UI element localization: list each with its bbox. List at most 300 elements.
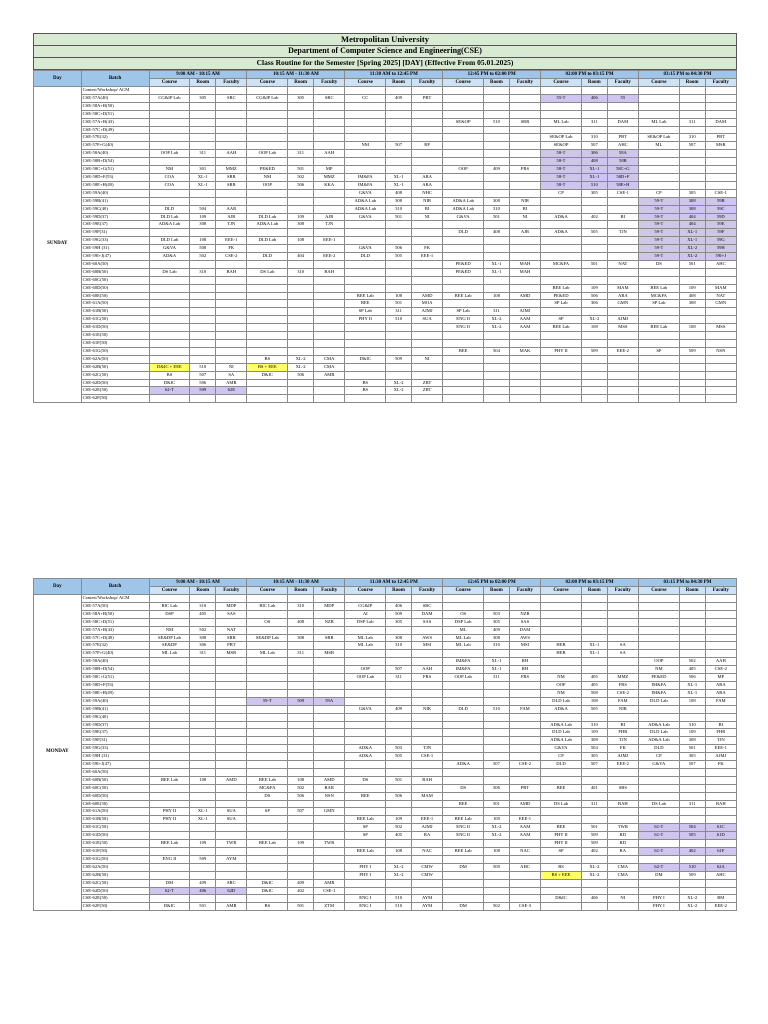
faculty-cell [705, 602, 736, 610]
room-cell [679, 340, 705, 348]
faculty-cell: DAM [411, 610, 442, 618]
room-cell: 108 [679, 697, 705, 705]
batch-cell: CSE-62C(50) [81, 371, 149, 379]
room-cell: 310 [484, 642, 510, 650]
faculty-cell [705, 371, 736, 379]
batch-cell: CSE-59B(41) [81, 197, 149, 205]
room-cell: XL-1 [484, 666, 510, 674]
room-cell [679, 355, 705, 363]
course-cell: G&VA [345, 705, 386, 713]
course-cell [345, 689, 386, 697]
faculty-cell [411, 158, 442, 166]
room-cell [679, 768, 705, 776]
room-cell [190, 761, 216, 769]
course-cell [247, 340, 288, 348]
faculty-cell [705, 110, 736, 118]
batch-cell: CSE-59F(31) [81, 737, 149, 745]
course-cell [443, 284, 484, 292]
faculty-cell [314, 666, 345, 674]
faculty-cell: AAM [509, 832, 540, 840]
room-cell [190, 705, 216, 713]
faculty-cell: SRC [314, 94, 345, 102]
faculty-cell: RAR [314, 784, 345, 792]
room-cell [288, 347, 314, 355]
faculty-cell [607, 253, 638, 261]
faculty-cell [314, 142, 345, 150]
room-cell: 108 [288, 237, 314, 245]
course-cell: BEE Lab [247, 776, 288, 784]
faculty-cell [314, 595, 345, 603]
faculty-cell [509, 87, 540, 95]
faculty-cell [607, 855, 638, 863]
course-cell: 59-T [638, 197, 679, 205]
room-cell: 501 [386, 213, 412, 221]
batch-cell: CSE-62E(50) [81, 895, 149, 903]
room-cell [484, 142, 510, 150]
course-cell [638, 268, 679, 276]
room-cell [386, 229, 412, 237]
table-row [34, 729, 737, 737]
course-cell [247, 848, 288, 856]
faculty-cell [411, 626, 442, 634]
course-cell: AD&A Lab [443, 197, 484, 205]
course-cell: DM [638, 871, 679, 879]
faculty-cell: AJMJ [411, 308, 442, 316]
table-row [34, 832, 737, 840]
course-cell: IM&FA [638, 681, 679, 689]
room-cell [679, 840, 705, 848]
room-cell [386, 87, 412, 95]
faculty-cell: 55 [607, 94, 638, 102]
faculty-cell [216, 674, 247, 682]
room-cell [484, 94, 510, 102]
room-cell: 507 [386, 666, 412, 674]
course-cell [443, 840, 484, 848]
room-cell [190, 142, 216, 150]
room-cell: 502 [288, 173, 314, 181]
room-cell [386, 729, 412, 737]
room-cell: 305 [581, 189, 607, 197]
faculty-cell [705, 595, 736, 603]
course-cell [247, 681, 288, 689]
faculty-cell [509, 721, 540, 729]
course-cell: BEE Lab [541, 324, 582, 332]
faculty-cell: SAS [509, 618, 540, 626]
room-cell [386, 713, 412, 721]
room-cell [288, 229, 314, 237]
faculty-cell: MSS [607, 324, 638, 332]
col-course: Course [541, 79, 582, 87]
table-row [34, 713, 737, 721]
faculty-cell: TWR [216, 840, 247, 848]
course-cell: AD&A [149, 253, 190, 261]
time-slot-header: 11:30 AM to 12:45 PM [345, 71, 443, 79]
faculty-cell [411, 347, 442, 355]
faculty-cell [314, 245, 345, 253]
room-cell [679, 642, 705, 650]
faculty-cell [607, 245, 638, 253]
course-cell [345, 721, 386, 729]
faculty-cell: RP [411, 142, 442, 150]
faculty-cell [411, 126, 442, 134]
faculty-cell [314, 871, 345, 879]
room-cell: XL-2 [484, 316, 510, 324]
faculty-cell [314, 674, 345, 682]
course-cell [247, 126, 288, 134]
room-cell [190, 118, 216, 126]
batch-cell: CSE-62C(50) [81, 879, 149, 887]
faculty-cell [314, 729, 345, 737]
room-cell: 311 [288, 650, 314, 658]
course-cell: BS [541, 863, 582, 871]
room-cell [386, 347, 412, 355]
faculty-cell [607, 332, 638, 340]
time-slot-header: 12:45 PM to 02:00 PM [443, 579, 541, 587]
room-cell [484, 363, 510, 371]
course-cell: DLD Lab [149, 213, 190, 221]
course-cell: 59-T [247, 697, 288, 705]
course-cell [149, 87, 190, 95]
course-cell [443, 387, 484, 395]
table-row [34, 245, 737, 253]
course-cell: BEE Lab [149, 776, 190, 784]
room-cell [190, 737, 216, 745]
faculty-cell [607, 197, 638, 205]
course-cell [638, 126, 679, 134]
faculty-cell: ARA [705, 681, 736, 689]
faculty-cell [509, 94, 540, 102]
batch-cell: CSE-59E(37) [81, 729, 149, 737]
faculty-cell [411, 166, 442, 174]
faculty-cell [607, 610, 638, 618]
routine-header [33, 33, 737, 70]
routine-page-1 [33, 33, 737, 403]
faculty-cell: BAH [216, 268, 247, 276]
room-cell [484, 768, 510, 776]
faculty-cell [216, 142, 247, 150]
room-cell: XL-1 [484, 260, 510, 268]
course-cell: ML Lab [443, 634, 484, 642]
faculty-cell [314, 737, 345, 745]
room-cell: 108 [288, 776, 314, 784]
course-cell [345, 697, 386, 705]
time-slot-header: 02:00 PM to 03:15 PM [541, 71, 639, 79]
faculty-cell [411, 229, 442, 237]
table-row [34, 395, 737, 403]
room-cell [190, 276, 216, 284]
room-cell: 506 [386, 245, 412, 253]
course-cell: ENG II [149, 855, 190, 863]
room-cell: 408 [679, 292, 705, 300]
room-cell [484, 689, 510, 697]
course-cell [638, 150, 679, 158]
room-cell [288, 308, 314, 316]
faculty-cell [509, 395, 540, 403]
faculty-cell [607, 268, 638, 276]
batch-cell: CSE-61F(50) [81, 340, 149, 348]
course-cell [638, 332, 679, 340]
faculty-cell: ARA [705, 689, 736, 697]
course-cell [541, 340, 582, 348]
faculty-cell: NAT [216, 626, 247, 634]
course-cell [247, 347, 288, 355]
faculty-cell [411, 855, 442, 863]
faculty-cell: AMD [509, 292, 540, 300]
course-cell: 62-T [149, 887, 190, 895]
faculty-cell [216, 705, 247, 713]
faculty-cell [509, 745, 540, 753]
course-cell: D&IC [247, 879, 288, 887]
faculty-cell [607, 713, 638, 721]
course-cell: NM [638, 666, 679, 674]
course-cell: BEE Lab [541, 284, 582, 292]
faculty-cell: TJN [705, 737, 736, 745]
faculty-cell [705, 126, 736, 134]
course-cell [541, 776, 582, 784]
room-cell [288, 832, 314, 840]
room-cell [386, 150, 412, 158]
room-cell: 311 [581, 800, 607, 808]
batch-cell: CSE-61B(50) [81, 308, 149, 316]
faculty-cell [314, 347, 345, 355]
batch-cell: CSE-60A(50) [81, 768, 149, 776]
table-row [34, 213, 737, 221]
room-cell: 501 [679, 745, 705, 753]
faculty-cell: GMN [314, 808, 345, 816]
room-cell [288, 800, 314, 808]
faculty-cell: AMR [216, 379, 247, 387]
course-cell: PE&ED [541, 292, 582, 300]
course-cell: AD&A Lab [345, 205, 386, 213]
course-cell [247, 595, 288, 603]
room-cell: 509 [386, 610, 412, 618]
course-cell: SP [638, 347, 679, 355]
room-cell: 509 [679, 347, 705, 355]
room-cell [190, 300, 216, 308]
room-cell: 311 [386, 674, 412, 682]
course-cell [443, 871, 484, 879]
course-cell: BEE Lab [345, 292, 386, 300]
room-cell: 405 [386, 832, 412, 840]
course-cell [345, 363, 386, 371]
faculty-cell: AHC [705, 260, 736, 268]
time-slot-header: 03:15 PM to 04:30 PM [638, 579, 736, 587]
room-cell [288, 197, 314, 205]
room-cell [386, 102, 412, 110]
course-cell [443, 602, 484, 610]
faculty-cell: CSE-2 [509, 761, 540, 769]
course-cell: D&IC [247, 371, 288, 379]
room-cell [581, 658, 607, 666]
room-cell [679, 713, 705, 721]
faculty-cell: MAM [411, 792, 442, 800]
faculty-cell: BI [607, 721, 638, 729]
course-cell [638, 158, 679, 166]
col-course: Course [247, 587, 288, 595]
faculty-cell [216, 713, 247, 721]
room-cell [288, 300, 314, 308]
table-row [34, 260, 737, 268]
room-cell [679, 776, 705, 784]
course-cell [443, 395, 484, 403]
batch-cell: CSE-58E+H(49) [81, 181, 149, 189]
room-cell [190, 729, 216, 737]
course-cell: D&IC + EEE [149, 363, 190, 371]
faculty-cell: EEE-1 [314, 237, 345, 245]
course-cell [149, 308, 190, 316]
room-cell: 310 [679, 721, 705, 729]
faculty-cell: CMW [411, 863, 442, 871]
room-cell [386, 681, 412, 689]
course-cell: PHY II [541, 347, 582, 355]
faculty-cell: FAM [705, 697, 736, 705]
faculty-cell [314, 863, 345, 871]
col-day: Day [34, 579, 82, 595]
course-cell: BEE [345, 792, 386, 800]
faculty-cell: AMR [216, 903, 247, 911]
faculty-cell [705, 840, 736, 848]
course-cell [541, 713, 582, 721]
faculty-cell: FK [705, 761, 736, 769]
room-cell [484, 595, 510, 603]
table-row [34, 808, 737, 816]
faculty-cell [607, 355, 638, 363]
faculty-cell [216, 300, 247, 308]
col-course: Course [149, 587, 190, 595]
room-cell [190, 229, 216, 237]
room-cell [679, 126, 705, 134]
room-cell [484, 871, 510, 879]
course-cell [541, 792, 582, 800]
faculty-cell: AJR [314, 213, 345, 221]
course-cell [345, 681, 386, 689]
course-cell [149, 118, 190, 126]
course-cell: SP [345, 832, 386, 840]
faculty-cell: TJN [216, 221, 247, 229]
room-cell [288, 863, 314, 871]
faculty-cell: PBT [411, 94, 442, 102]
room-cell: 507 [679, 761, 705, 769]
course-cell: ML Lab [443, 642, 484, 650]
table-row [34, 110, 737, 118]
table-row [34, 800, 737, 808]
faculty-cell: MMZ [314, 173, 345, 181]
faculty-cell: BAH [411, 776, 442, 784]
faculty-cell [705, 276, 736, 284]
col-faculty: Faculty [607, 79, 638, 87]
room-cell [581, 855, 607, 863]
faculty-cell: AWS [411, 634, 442, 642]
course-cell [149, 697, 190, 705]
room-cell: 109 [581, 729, 607, 737]
course-cell: 62-T [149, 387, 190, 395]
course-cell [149, 395, 190, 403]
col-faculty: Faculty [216, 79, 247, 87]
course-cell: 62-T [638, 863, 679, 871]
table-row [34, 355, 737, 363]
room-cell [190, 316, 216, 324]
room-cell [484, 332, 510, 340]
room-cell: 502 [679, 658, 705, 666]
course-cell [247, 800, 288, 808]
course-cell: CG&IP Lab [247, 94, 288, 102]
room-cell [288, 595, 314, 603]
room-cell [288, 610, 314, 618]
batch-cell: CSE-62A(50) [81, 863, 149, 871]
faculty-cell: ARA [411, 173, 442, 181]
faculty-cell: CSE-2 [607, 689, 638, 697]
course-cell [443, 221, 484, 229]
table-row [34, 173, 737, 181]
faculty-cell: BAH [705, 800, 736, 808]
course-cell [638, 792, 679, 800]
room-cell: 505 [581, 705, 607, 713]
room-cell: XL-1 [190, 173, 216, 181]
faculty-cell: FK [607, 745, 638, 753]
faculty-cell: EEE-2 [607, 347, 638, 355]
room-cell: 502 [288, 784, 314, 792]
room-cell: 311 [288, 150, 314, 158]
room-cell [288, 705, 314, 713]
course-cell [638, 173, 679, 181]
course-cell [443, 87, 484, 95]
faculty-cell: PBT [607, 134, 638, 142]
room-cell [484, 371, 510, 379]
room-cell [386, 260, 412, 268]
faculty-cell: EEE-2 [607, 761, 638, 769]
faculty-cell [216, 158, 247, 166]
course-cell: 59-T [638, 229, 679, 237]
table-row [34, 308, 737, 316]
course-cell [345, 229, 386, 237]
time-slot-header: 10:15 AM - 11:30 AM [247, 71, 345, 79]
col-day: Day [34, 71, 82, 87]
room-cell [288, 284, 314, 292]
course-cell: 61-T [638, 848, 679, 856]
room-cell: 308 [190, 634, 216, 642]
room-cell [386, 395, 412, 403]
course-cell [638, 595, 679, 603]
room-cell [386, 324, 412, 332]
room-cell: 402 [679, 848, 705, 856]
room-cell: 305 [581, 753, 607, 761]
faculty-cell: BI [411, 205, 442, 213]
room-cell: 408 [288, 618, 314, 626]
room-cell [581, 903, 607, 911]
room-cell [484, 721, 510, 729]
batch-cell: CSE-62F(50) [81, 395, 149, 403]
table-row [34, 737, 737, 745]
room-cell: 401 [581, 784, 607, 792]
room-cell: 510 [386, 316, 412, 324]
course-cell [443, 245, 484, 253]
room-cell: 305 [679, 189, 705, 197]
course-cell [443, 808, 484, 816]
room-cell [679, 94, 705, 102]
room-cell: 108 [386, 848, 412, 856]
faculty-cell [509, 792, 540, 800]
faculty-cell [216, 324, 247, 332]
course-cell [247, 761, 288, 769]
room-cell [190, 863, 216, 871]
room-cell [190, 332, 216, 340]
room-cell [190, 260, 216, 268]
room-cell: XL-2 [581, 871, 607, 879]
room-cell [288, 745, 314, 753]
col-faculty: Faculty [509, 587, 540, 595]
room-cell: 402 [581, 848, 607, 856]
faculty-cell [216, 126, 247, 134]
